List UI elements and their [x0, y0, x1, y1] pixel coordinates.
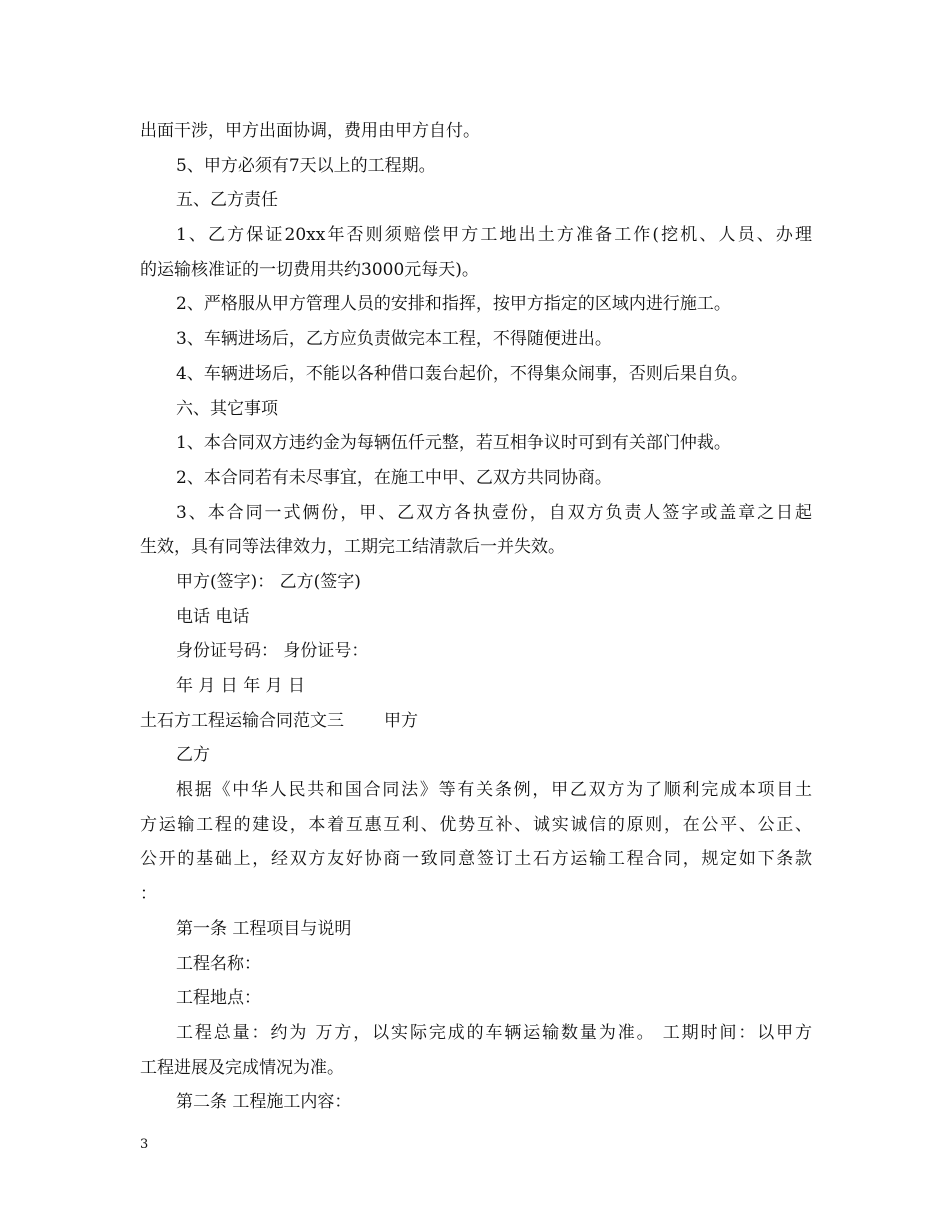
text-line: 公开的基础上，经双方友好协商一致同意签订土石方运输工程合同，规定如下条款 [140, 849, 812, 870]
text-line: 方运输工程的建设，本着互惠互利、优势互补、诚实诚信的原则，在公平、公正、 [140, 814, 812, 835]
text-line: 1、本合同双方违约金为每辆伍仟元整，若互相争议时可到有关部门仲裁。 [176, 433, 731, 454]
party-b-label: 乙方 [176, 745, 210, 766]
section-heading: 六、其它事项 [176, 398, 278, 419]
text-line: 工程总量：约为 万方，以实际完成的车辆运输数量为准。 工期时间：以甲方 [176, 1022, 812, 1043]
date-line: 年 月 日 年 月 日 [176, 676, 306, 696]
id-number-line: 身份证号码： 身份证号： [176, 641, 369, 662]
text-line: 的运输核准证的一切费用共约3000元每天)。 [140, 259, 479, 280]
project-location-line: 工程地点： [176, 988, 261, 1009]
document-body [140, 114, 812, 1120]
page-number: 3 [140, 1137, 149, 1152]
text-line: 生效，具有同等法律效力，工期完工结清款后一并失效。 [140, 537, 565, 558]
phone-line: 电话 电话 [176, 606, 250, 627]
title-line [140, 704, 812, 739]
text-line: 3、车辆进场后，乙方应负责做完本工程，不得随便进出。 [176, 329, 612, 350]
text-line: 1、乙方保证20xx年否则须赔偿甲方工地出土方准备工作(挖机、人员、办理 [176, 225, 812, 246]
text-line: 4、车辆进场后，不能以各种借口轰台起价，不得集众闹事，否则后果自负。 [176, 363, 748, 384]
text-line: 工程进展及完成情况为准。 [140, 1057, 344, 1078]
article-heading: 第一条 工程项目与说明 [176, 918, 352, 939]
party-a-label: 甲方 [384, 710, 418, 731]
text-line: 出面干涉，甲方出面协调，费用由甲方自付。 [140, 121, 480, 141]
text-line: 2、严格服从甲方管理人员的安排和指挥，按甲方指定的区域内进行施工。 [176, 294, 731, 315]
signature-line: 甲方(签字)： 乙方(签字) [176, 571, 361, 592]
text-line: ： [140, 884, 157, 905]
document-title: 土石方工程运输合同范文三 [140, 710, 344, 731]
article-heading: 第二条 工程施工内容： [176, 1092, 352, 1113]
project-name-line: 工程名称： [176, 953, 261, 974]
text-line: 5、甲方必须有7天以上的工程期。 [176, 155, 436, 176]
section-heading: 五、乙方责任 [176, 190, 278, 211]
text-line: 根据《中华人民共和国合同法》等有关条例，甲乙双方为了顺利完成本项目土 [176, 780, 812, 801]
text-line: 3、本合同一式俩份，甲、乙双方各执壹份，自双方负责人签字或盖章之日起 [176, 502, 812, 523]
text-line: 2、本合同若有未尽事宜，在施工中甲、乙双方共同协商。 [176, 467, 612, 488]
